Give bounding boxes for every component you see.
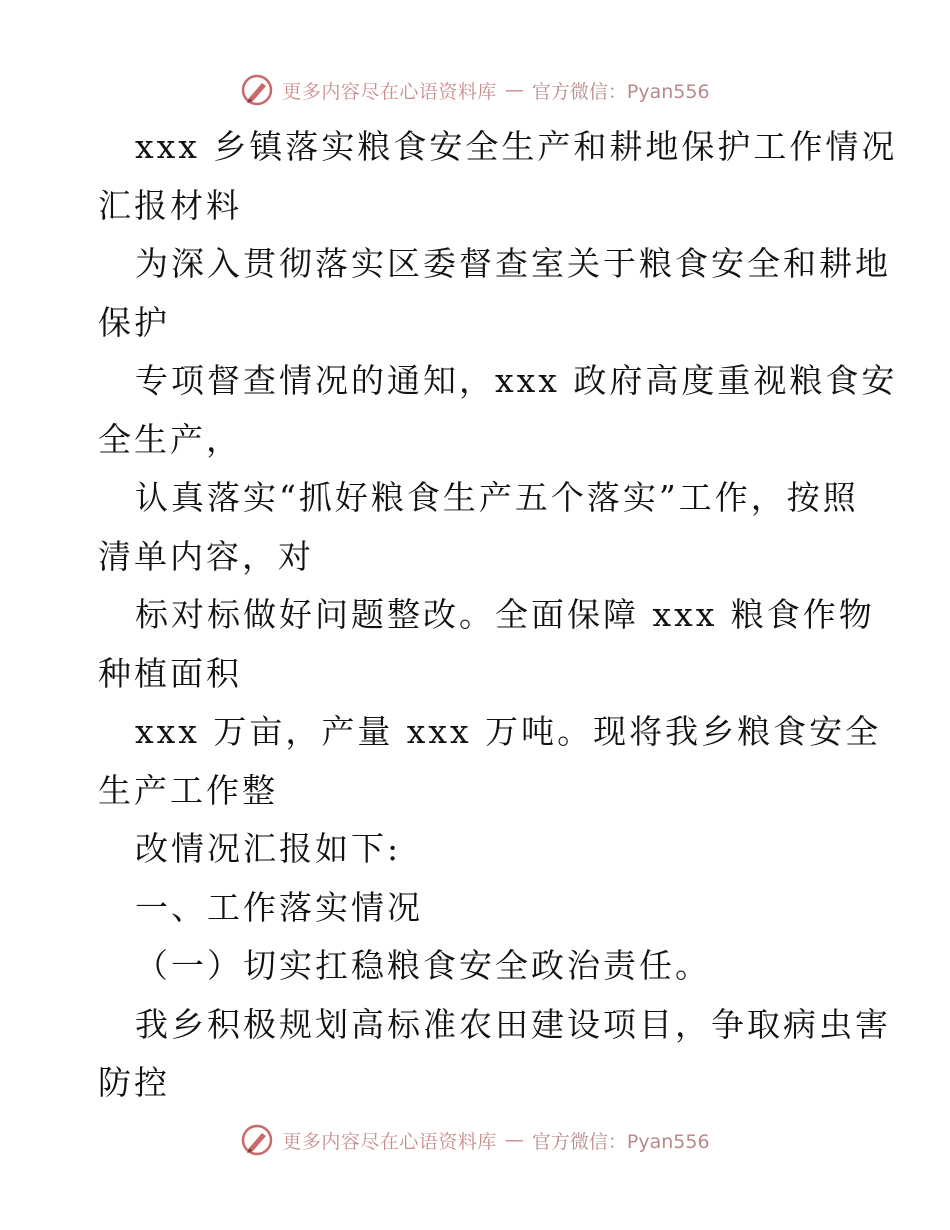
watermark-wechat-text: 官方微信：Pyan556 — [531, 1130, 710, 1153]
watermark-separator: — — [504, 1129, 524, 1151]
document-line: 改情况汇报如下: — [135, 829, 402, 868]
document-body — [98, 118, 898, 1113]
pen-logo-icon — [240, 73, 274, 107]
watermark-separator: — — [504, 79, 524, 101]
document-line: 为深入贯彻落实区委督查室关于粮食安全和耕地 — [135, 244, 891, 283]
watermark-site-text: 更多内容尽在心语资料库 — [282, 80, 497, 103]
document-line: 标对标做好问题整改。全面保障 xxx 粮食作物 — [135, 595, 875, 634]
document-line: 保护 — [98, 302, 170, 342]
document-line: 防控 — [98, 1063, 170, 1102]
document-line: 种植面积 — [98, 653, 242, 693]
document-line: xxx 万亩，产量 xxx 万吨。现将我乡粮食安全 — [135, 712, 882, 751]
document-line: 生产工作整 — [98, 770, 278, 810]
watermark-site-text: 更多内容尽在心语资料库 — [282, 1130, 497, 1153]
document-line: 全生产， — [98, 419, 242, 459]
watermark-wechat-text: 官方微信：Pyan556 — [531, 80, 710, 103]
document-line: 我乡积极规划高标准农田建设项目，争取病虫害 — [135, 1004, 891, 1044]
document-line: 汇报材料 — [98, 185, 242, 225]
document-line: （一）切实扛稳粮食安全政治责任。 — [135, 946, 711, 985]
header-watermark — [0, 70, 950, 110]
document-line: 一、工作落实情况 — [135, 887, 423, 927]
footer-watermark — [0, 1120, 950, 1160]
document-line: 认真落实“抓好粮食生产五个落实”工作，按照 — [135, 478, 859, 517]
document-line: xxx 乡镇落实粮食安全生产和耕地保护工作情况 — [135, 127, 898, 166]
document-line: 专项督查情况的通知，xxx 政府高度重视粮食安 — [135, 361, 898, 400]
document-line: 清单内容，对 — [98, 536, 314, 576]
pen-logo-icon — [240, 1123, 274, 1157]
